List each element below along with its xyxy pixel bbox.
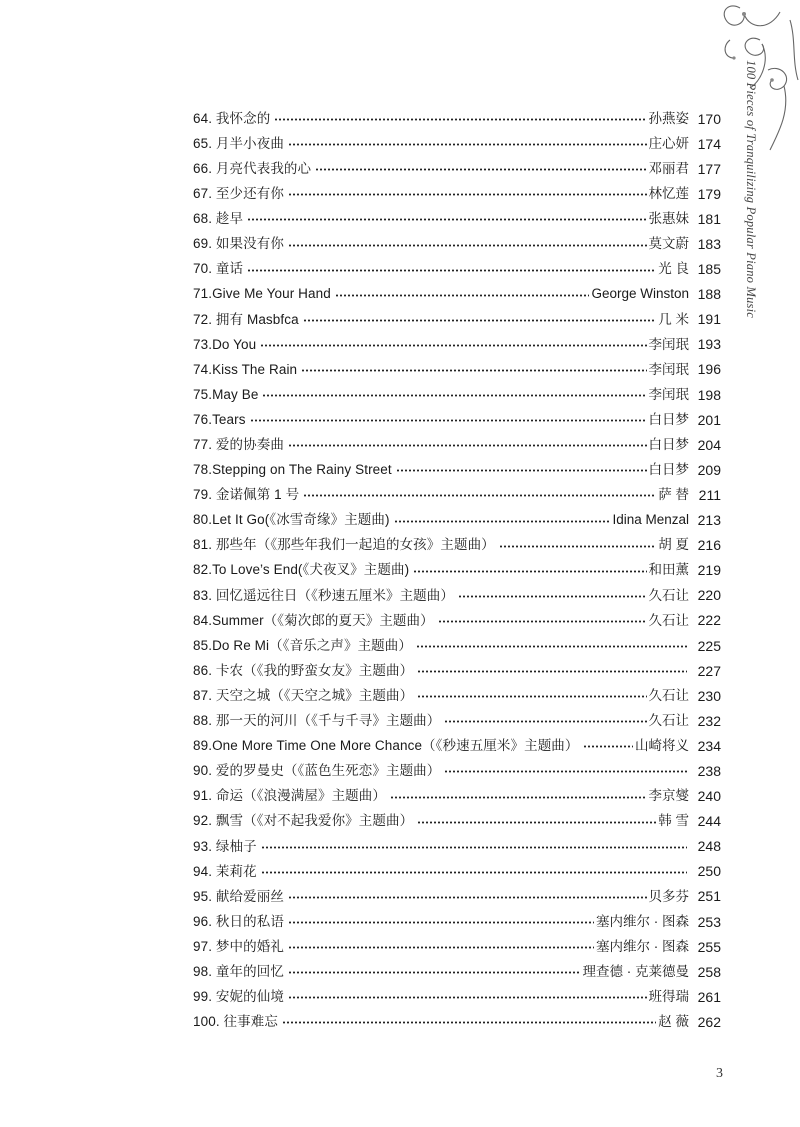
toc-entry-page: 185 <box>697 261 721 278</box>
toc-entry <box>193 658 721 683</box>
dot-leader <box>583 745 633 748</box>
toc-entry <box>193 332 721 357</box>
toc-entry-composer: 久石让 <box>648 612 689 628</box>
toc-entry <box>193 533 721 558</box>
toc-entry-title: 85.Do Re Mi（《音乐之声》主题曲） <box>193 637 412 653</box>
toc-entry-composer: 白日梦 <box>648 462 689 478</box>
dot-leader <box>247 269 656 272</box>
toc-entry-composer: 光 良 <box>658 261 689 277</box>
toc-entry-title: 86. 卡农（《我的野蛮女友》主题曲） <box>193 662 414 678</box>
toc-entry-composer: 久石让 <box>648 587 689 603</box>
toc-entry-title: 100. 往事难忘 <box>193 1014 278 1030</box>
toc-entry-title: 88. 那一天的河川（《千与千寻》主题曲） <box>193 713 441 729</box>
toc-entry <box>193 181 721 206</box>
toc-entry <box>193 708 721 733</box>
dot-leader <box>303 494 656 497</box>
dot-leader <box>250 419 647 422</box>
dot-leader <box>288 244 647 247</box>
toc-entry-title: 99. 安妮的仙境 <box>193 989 284 1005</box>
dot-leader <box>274 118 646 121</box>
dot-leader <box>288 921 594 924</box>
dot-leader <box>438 620 647 623</box>
toc-entry-title: 92. 飘雪（《对不起我爱你》主题曲） <box>193 813 414 829</box>
toc-entry-composer: 胡 夏 <box>658 537 689 553</box>
toc-entry-title: 76.Tears <box>193 411 246 427</box>
dot-leader <box>458 595 647 598</box>
toc-entry-composer: 理查德 · 克莱德曼 <box>582 963 689 979</box>
toc-entry-title: 71.Give Me Your Hand <box>193 286 331 302</box>
toc-entry-page: 232 <box>697 712 721 729</box>
toc-entry-composer: Idina Menzal <box>612 512 689 528</box>
toc-entry-title: 80.Let It Go(《冰雪奇缘》主题曲) <box>193 512 390 528</box>
toc-entry-title: 84.Summer（《菊次郎的夏天》主题曲） <box>193 612 434 628</box>
toc-entry-page: 219 <box>697 562 721 579</box>
toc-entry-page: 244 <box>697 813 721 830</box>
toc-entry-page: 198 <box>697 386 721 403</box>
dot-leader <box>261 846 687 849</box>
toc-entry-title: 73.Do You <box>193 336 257 352</box>
toc-entry-composer: 几 米 <box>658 311 689 327</box>
dot-leader <box>417 670 687 673</box>
toc-entry-title: 91. 命运（《浪漫满屋》主题曲） <box>193 788 386 804</box>
dot-leader <box>394 520 611 523</box>
toc-entry-page: 253 <box>697 913 721 930</box>
dot-leader <box>247 218 646 221</box>
dot-leader <box>288 444 647 447</box>
toc-entry <box>193 984 721 1009</box>
toc-entry-page: 191 <box>697 311 721 328</box>
toc-entry-title: 95. 献给爱丽丝 <box>193 888 284 904</box>
toc-entry-page: 183 <box>697 236 721 253</box>
toc-entry-composer: 韩 雪 <box>658 813 689 829</box>
dot-leader <box>288 971 581 974</box>
dot-leader <box>288 143 647 146</box>
toc-entry <box>193 357 721 382</box>
toc-entry <box>193 382 721 407</box>
toc-entry-page: 262 <box>697 1013 721 1030</box>
toc-entry-page: 174 <box>697 135 721 152</box>
toc-entry-page: 209 <box>697 461 721 478</box>
dot-leader <box>413 570 646 573</box>
toc-entry <box>193 457 721 482</box>
toc-entry-page: 213 <box>697 512 721 529</box>
toc-entry-composer: 山崎将义 <box>635 738 689 754</box>
toc-entry-composer: 贝多芬 <box>648 888 689 904</box>
toc-entry <box>193 934 721 959</box>
toc-entry <box>193 482 721 507</box>
toc-entry-page: 234 <box>697 737 721 754</box>
toc-entry <box>193 282 721 307</box>
toc-entry-composer: 李闰珉 <box>648 386 689 402</box>
toc-entry-title: 93. 绿柚子 <box>193 838 257 854</box>
toc-entry-composer: 和田薰 <box>648 562 689 578</box>
toc-entry-composer: 李京燮 <box>648 788 689 804</box>
toc-entry <box>193 884 721 909</box>
dot-leader <box>262 394 646 397</box>
toc-entry <box>193 407 721 432</box>
toc-entry-title: 74.Kiss The Rain <box>193 361 298 377</box>
toc-entry-title: 77. 爱的协奏曲 <box>193 437 284 453</box>
toc-entry-composer: 白日梦 <box>648 437 689 453</box>
toc-entry-page: 216 <box>697 537 721 554</box>
toc-entry-title: 79. 金诺佩第 1 号 <box>193 487 300 503</box>
toc-entry-composer: 塞内维尔 · 图森 <box>596 913 689 929</box>
toc-entry-title: 66. 月亮代表我的心 <box>193 160 312 176</box>
toc-entry-title: 90. 爱的罗曼史（《蓝色生死恋》主题曲） <box>193 763 441 779</box>
vertical-series-title: 100 Pieces of Tranquilizing Popular Piano Music <box>744 60 758 319</box>
toc-entry-composer: 李闰珉 <box>648 336 689 352</box>
toc-entry-title: 82.To Love’s End(《犬夜叉》主题曲) <box>193 562 410 578</box>
dot-leader <box>260 344 646 347</box>
toc-entry <box>193 508 721 533</box>
toc-entry-composer: 萨 替 <box>658 487 689 503</box>
toc-entry <box>193 633 721 658</box>
toc-entry <box>193 131 721 156</box>
dot-leader <box>288 193 647 196</box>
dot-leader <box>303 319 657 322</box>
toc-entry-composer: 久石让 <box>648 687 689 703</box>
dot-leader <box>288 996 647 999</box>
toc-entry-page: 227 <box>697 662 721 679</box>
toc-entry <box>193 733 721 758</box>
toc-entry <box>193 106 721 131</box>
toc-entry-page: 250 <box>697 863 721 880</box>
toc-entry-page: 251 <box>697 888 721 905</box>
toc-entry <box>193 432 721 457</box>
toc-entry <box>193 834 721 859</box>
toc-entry <box>193 156 721 181</box>
toc-entry-composer: 塞内维尔 · 图森 <box>596 938 689 954</box>
toc-entry <box>193 257 721 282</box>
toc-entry-page: 225 <box>697 637 721 654</box>
dot-leader <box>444 770 687 773</box>
dot-leader <box>261 871 687 874</box>
toc-entry-composer: 庄心妍 <box>648 135 689 151</box>
dot-leader <box>335 294 590 297</box>
toc-entry-page: 220 <box>697 587 721 604</box>
toc-entry-composer: George Winston <box>591 286 689 302</box>
dot-leader <box>315 168 646 171</box>
toc-entry-composer: 邓丽君 <box>648 160 689 176</box>
toc-entry-title: 68. 趁早 <box>193 211 244 227</box>
toc-entry-title: 98. 童年的回忆 <box>193 963 284 979</box>
toc-entry <box>193 558 721 583</box>
toc-entry-page: 230 <box>697 687 721 704</box>
toc-entry-page: 196 <box>697 361 721 378</box>
toc-entry <box>193 206 721 231</box>
toc-entry <box>193 231 721 256</box>
toc-entry-page: 240 <box>697 788 721 805</box>
page-number: 3 <box>716 1066 723 1081</box>
toc-entry-composer: 久石让 <box>648 713 689 729</box>
toc-entry-title: 65. 月半小夜曲 <box>193 135 284 151</box>
toc-entry-page: 255 <box>697 938 721 955</box>
toc-entry-composer: 赵 薇 <box>658 1014 689 1030</box>
toc-entry-page: 211 <box>698 486 721 503</box>
dot-leader <box>282 1021 656 1024</box>
dot-leader <box>417 695 646 698</box>
toc-entry <box>193 959 721 984</box>
toc-entry-title: 64. 我怀念的 <box>193 110 271 126</box>
toc-entry-page: 188 <box>697 286 721 303</box>
dot-leader <box>288 946 594 949</box>
toc-entry-title: 94. 茉莉花 <box>193 863 257 879</box>
toc-entry-title: 87. 天空之城（《天空之城》主题曲） <box>193 687 414 703</box>
toc-entry <box>193 608 721 633</box>
dot-leader <box>301 369 646 372</box>
toc-entry-page: 261 <box>697 988 721 1005</box>
dot-leader <box>417 821 656 824</box>
toc-entry-title: 67. 至少还有你 <box>193 186 284 202</box>
toc-entry-title: 96. 秋日的私语 <box>193 913 284 929</box>
dot-leader <box>390 796 647 799</box>
toc-entry-page: 193 <box>697 336 721 353</box>
toc-entry-composer: 班得瑞 <box>648 989 689 1005</box>
table-of-contents <box>193 106 721 1034</box>
toc-entry-composer: 张惠妹 <box>648 211 689 227</box>
toc-entry-title: 70. 童话 <box>193 261 244 277</box>
toc-entry-page: 248 <box>697 838 721 855</box>
dot-leader <box>499 545 656 548</box>
toc-entry-title: 69. 如果没有你 <box>193 236 284 252</box>
toc-entry <box>193 583 721 608</box>
toc-entry <box>193 784 721 809</box>
toc-entry-page: 204 <box>697 436 721 453</box>
toc-entry-page: 238 <box>697 762 721 779</box>
toc-entry-page: 258 <box>697 963 721 980</box>
toc-entry-page: 170 <box>697 110 721 127</box>
toc-entry-title: 81. 那些年（《那些年我们一起追的女孩》主题曲） <box>193 537 495 553</box>
toc-entry <box>193 307 721 332</box>
toc-entry-composer: 李闰珉 <box>648 361 689 377</box>
toc-entry-page: 222 <box>697 612 721 629</box>
toc-entry-title: 97. 梦中的婚礼 <box>193 938 284 954</box>
toc-entry-title: 83. 回忆遥远往日（《秒速五厘米》主题曲） <box>193 587 454 603</box>
toc-entry-composer: 白日梦 <box>648 411 689 427</box>
toc-entry-page: 201 <box>697 411 721 428</box>
dot-leader <box>444 720 646 723</box>
dot-leader <box>416 645 687 648</box>
toc-entry-page: 177 <box>697 160 721 177</box>
toc-entry <box>193 859 721 884</box>
toc-entry-page: 179 <box>697 185 721 202</box>
toc-entry-title: 72. 拥有 Masbfca <box>193 311 299 327</box>
toc-entry-composer: 莫文蔚 <box>648 236 689 252</box>
toc-entry-composer: 孙燕姿 <box>648 110 689 126</box>
toc-entry-composer: 林忆莲 <box>648 186 689 202</box>
dot-leader <box>288 896 647 899</box>
toc-entry <box>193 1009 721 1034</box>
toc-entry-page: 181 <box>697 210 721 227</box>
dot-leader <box>396 469 647 472</box>
toc-entry-title: 78.Stepping on The Rainy Street <box>193 462 392 478</box>
toc-entry <box>193 683 721 708</box>
toc-entry <box>193 909 721 934</box>
toc-entry <box>193 809 721 834</box>
toc-entry-title: 89.One More Time One More Chance（《秒速五厘米》主题曲） <box>193 738 579 754</box>
toc-entry-title: 75.May Be <box>193 386 259 402</box>
toc-entry <box>193 758 721 783</box>
